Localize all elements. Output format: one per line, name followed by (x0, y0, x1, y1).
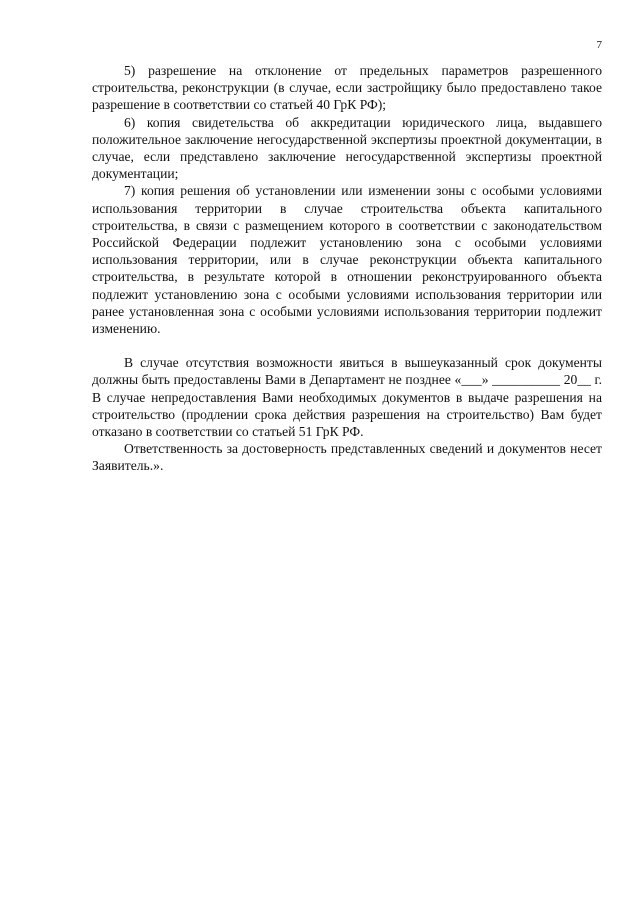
list-item-5-permission-deviation: 5) разрешение на отклонение от предельных параметров разрешенного строительства, реконструкции (в случае, если застройщику было предоставлено такое разрешение в соответствии со статьей 40 ГрК РФ); (92, 63, 602, 113)
paragraph-responsibility: Ответственность за достоверность представленных сведений и документов несет Заявитель.». (92, 441, 602, 474)
paragraph-gap (92, 337, 602, 354)
list-item-7-zone-decision-copy: 7) копия решения об установлении или изменении зоны с особыми условиями использования территории в случае строительства объекта капитального строительства, в связи с размещением которого в соответствии с законодательством Российской Федерации подлежит установлению зона с особыми условиями использования территории, или в случае реконструкции объекта капитального строительства, в результате которой в отношении реконструированного объекта подлежит установлению зона с особыми условиями использования территории или ранее установленная зона с особыми условиями использования территории подлежит изменению. (92, 183, 602, 337)
page-number: 7 (596, 39, 602, 51)
list-item-6-accreditation-copy: 6) копия свидетельства об аккредитации юридического лица, выдавшего положительное заключение негосударственной экспертизы проектной документации, в случае, если представлено заключение негосударственной экспертизы проектной документации; (92, 114, 602, 182)
paragraph-deadline-notice: В случае отсутствия возможности явиться в вышеуказанный срок документы должны быть предоставлены Вами в Департамент не позднее «___» __________ 20__ г. В случае непредоставления Вами необходимых документов в выдаче разрешения на строительство (продлении срока действия разрешения на строительство) Вам будет отказано в соответствии со статьей 51 ГрК РФ. (92, 355, 602, 440)
document-body (92, 62, 602, 475)
